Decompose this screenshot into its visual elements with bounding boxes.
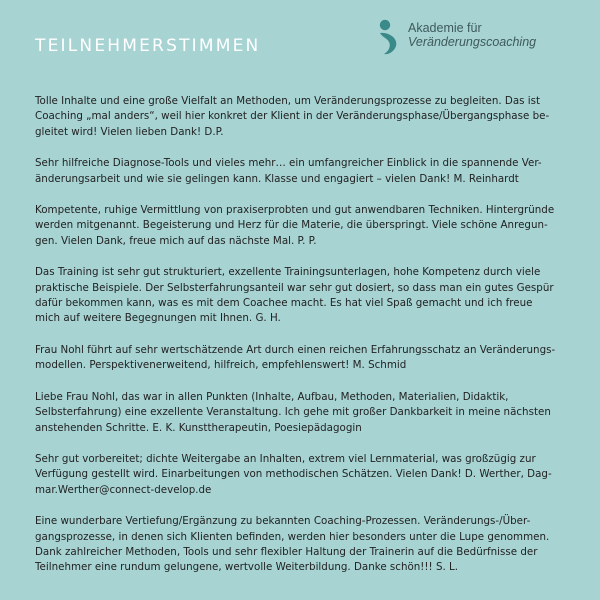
testimonial	[35, 265, 565, 327]
testimonial-line: Teilnehmer eine rundum gelungene, wertvolle Weiterbildung. Danke schön!!! S. L.	[35, 561, 459, 574]
akademie-logo-icon	[376, 18, 404, 58]
testimonials-list	[35, 94, 565, 592]
testimonial-line: Sehr gut vorbereitet; dichte Weitergabe an Inhalten, extrem viel Lernmaterial, was großzügig zur	[35, 452, 536, 465]
testimonial-line: Selbsterfahrung) eine exzellente Veranstaltung. Ich gehe mit großer Dankbarkeit in meine nächsten	[35, 406, 551, 419]
testimonial-line: Kompetente, ruhige Vermittlung von praxiserprobten und gut anwendbaren Techniken. Hintergründe	[35, 204, 555, 217]
logo-text-line1: Akademie für	[408, 21, 482, 35]
testimonial-line: Coaching „mal anders“, weil hier konkret der Klient in der Veränderungsphase/Übergangsphase be-	[35, 110, 550, 123]
testimonial-line: Sehr hilfreiche Diagnose-Tools und vieles mehr… ein umfangreicher Einblick in die spannende Ver-	[35, 157, 542, 170]
testimonial-line: gen. Vielen Dank, freue mich auf das nächste Mal. P. P.	[35, 234, 317, 247]
testimonial-line: dafür bekommen kann, was es mit dem Coachee macht. Es hat viel Spaß gemacht und ich freue	[35, 297, 533, 310]
logo	[376, 18, 576, 58]
testimonial-line: modellen. Perspektivenerweitend, hilfreich, empfehlenswert! M. Schmid	[35, 359, 407, 372]
testimonial-line: gangsprozesse, in denen sich Klienten befinden, werden hier besonders unter die Lupe genommen.	[35, 530, 550, 543]
logo-text-line2: Veränderungscoaching	[408, 35, 537, 49]
page-title: TEILNEHMERSTIMMEN	[35, 36, 261, 56]
testimonial-line: mich auf weitere Begegnungen mit Ihnen. G. H.	[35, 312, 281, 325]
testimonial-line: gleitet wird! Vielen lieben Dank! D.P.	[35, 125, 224, 138]
testimonial-line: mar.Werther@connect-develop.de	[35, 483, 212, 496]
testimonial-line: Verfügung gestellt wird. Einarbeitungen von methodischen Schätzen. Vielen Dank! D. Werther, Dag-	[35, 468, 552, 481]
testimonial	[35, 156, 565, 187]
testimonial	[35, 203, 565, 249]
testimonial	[35, 390, 565, 436]
testimonial-line: praktische Beispiele. Der Selbsterfahrungsanteil war sehr gut dosiert, so dass man ein gutes Gespür	[35, 281, 554, 294]
testimonial-line: werden mitgenannt. Begeisterung und Herz für die Materie, die überspringt. Viele schöne Anregun-	[35, 219, 548, 232]
testimonial-line: Liebe Frau Nohl, das war in allen Punkten (Inhalte, Aufbau, Methoden, Materialien, Didaktik,	[35, 390, 509, 403]
logo-text	[408, 21, 536, 49]
testimonial-line: Eine wunderbare Vertiefung/Ergänzung zu bekannten Coaching-Prozessen. Veränderungs-/Über-	[35, 515, 531, 528]
testimonial-line: anstehenden Schritte. E. K. Kunsttherapeutin, Poesiepädagogin	[35, 421, 362, 434]
testimonial	[35, 94, 565, 140]
testimonial	[35, 343, 565, 374]
testimonial-line: Frau Nohl führt auf sehr wertschätzende Art durch einen reichen Erfahrungsschatz an Veränderungs-	[35, 343, 556, 356]
testimonial	[35, 452, 565, 498]
testimonial-line: Tolle Inhalte und eine große Vielfalt an Methoden, um Veränderungsprozesse zu begleiten. Das ist	[35, 95, 541, 107]
page-header	[0, 0, 600, 90]
testimonial-line: Das Training ist sehr gut strukturiert, exzellente Trainingsunterlagen, hohe Kompetenz durch viele	[35, 266, 541, 279]
testimonial-line: änderungsarbeit und wie sie gelingen kann. Klasse und engagiert – vielen Dank! M. Reinhardt	[35, 172, 519, 185]
testimonial	[35, 514, 565, 576]
testimonial-line: Dank zahlreicher Methoden, Tools und sehr flexibler Haltung der Trainerin auf die Bedürfnisse der	[35, 545, 538, 558]
